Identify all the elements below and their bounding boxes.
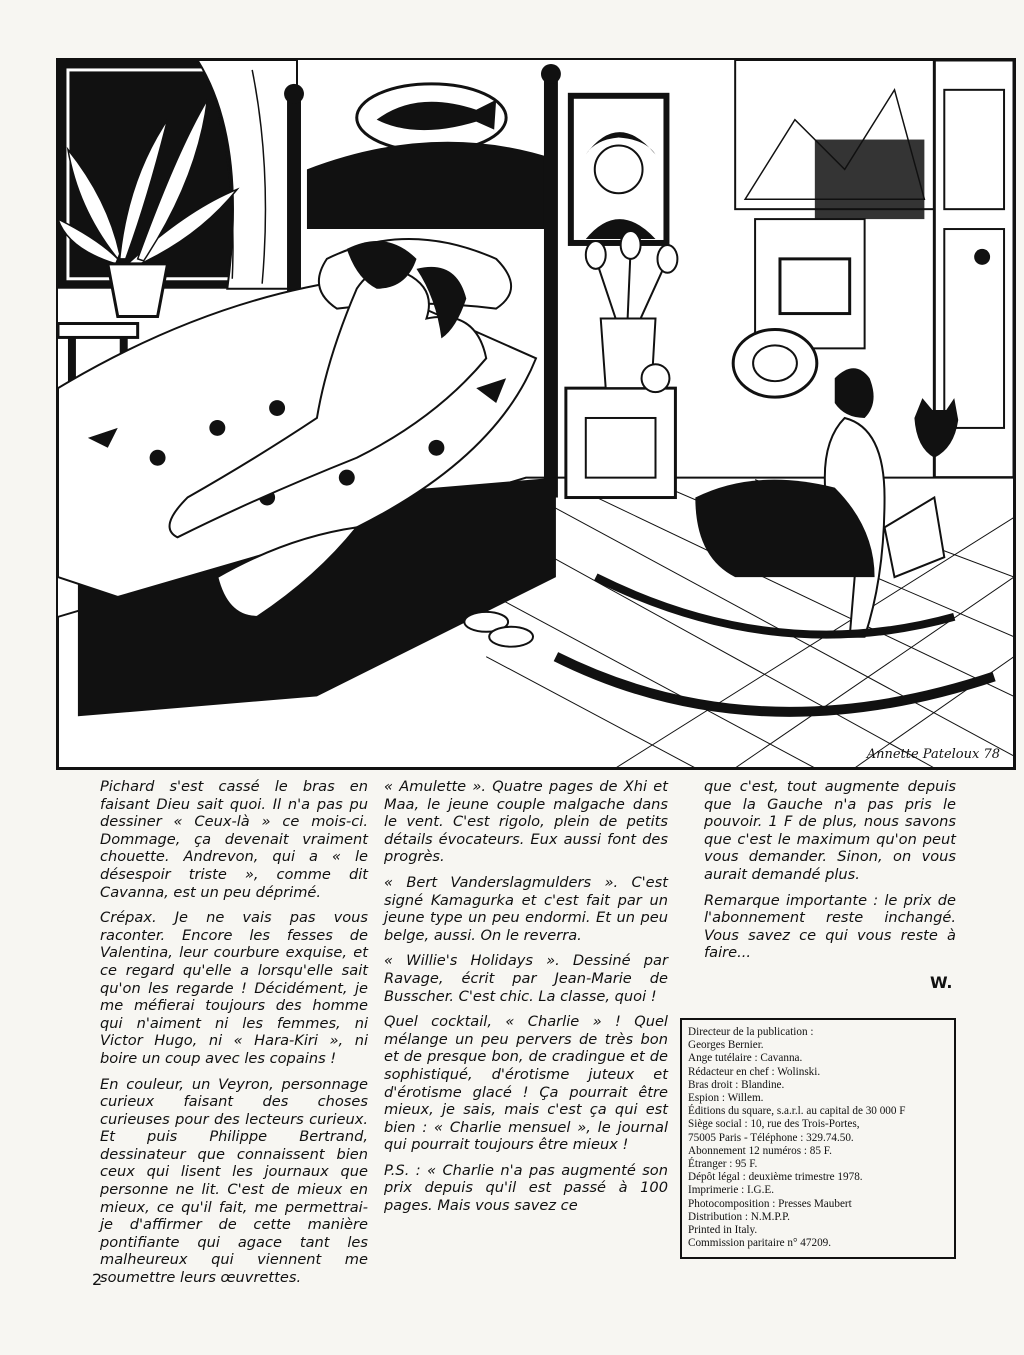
imprint-line: Étranger : 95 F. (688, 1158, 758, 1171)
imprint-line: Commission paritaire n° 47209. (688, 1237, 832, 1250)
imprint-line: Georges Bernier. (688, 1039, 764, 1052)
paragraph: « Willie's Holidays ». Dessiné par Ravage, écrit par Jean-Marie de Busscher. C'est chic. La classe, quoi ! (384, 952, 668, 1005)
imprint-line: Abonnement 12 numéros : 85 F. (688, 1144, 832, 1157)
paragraph: P.S. : « Charlie n'a pas augmenté son prix depuis qu'il est passé à 100 pages. Mais vous savez ce (384, 1161, 668, 1215)
paragraph: Remarque importante : le prix de l'abonnement reste inchangé. Vous savez ce qui vous reste à faire... (704, 891, 956, 962)
imprint-line: Printed in Italy. (688, 1224, 758, 1237)
paragraph: « Bert Vanderslagmulders ». C'est signé Kamagurka et c'est fait par un jeune type un peu endormi. Et un peu belge, aussi. On le reverra. (384, 873, 668, 944)
imprint-line: Rédacteur en chef : Wolinski. (688, 1065, 821, 1078)
paragraph: Quel cocktail, « Charlie » ! Quel mélange un peu pervers de très bon et de presque bon, de cradingue et de sophistiqué, d'érotisme juteux et d'érotisme glacé ! Ça pourrait être mieux, je sais, mais c'est ça qui est bien : « Charlie mensuel », le journal qui pourrait toujours être mieux ! (384, 1013, 668, 1154)
artist-signature: Annette Pateloux 78 (866, 747, 1000, 762)
imprint-line: Siège social : 10, rue des Trois-Portes, (688, 1118, 860, 1131)
imprint-line: Bras droit : Blandine. (688, 1078, 785, 1091)
paragraph: En couleur, un Veyron, personnage curieux faisant des choses curieuses pour des lecteurs curieux. Et puis Philippe Bertrand, dessinateur que connaissent bien ceux qui lisent les journaux que personne ne lit. C'est de mieux en mieux, ce qu'il fait, me permettrai-je d'affirmer de cette manière pontifiante qui agace tant les malheureux qui viennent me soumettre leurs œuvrettes. (100, 1075, 368, 1287)
author-signoff: W. (930, 973, 953, 992)
illustration-drawing (58, 60, 1014, 768)
imprint-line: Éditions du square, s.a.r.l. au capital de 30 000 F (688, 1105, 906, 1118)
paragraph: que c'est, tout augmente depuis que la Gauche n'a pas pris le pouvoir. 1 F de plus, nous savons que c'est le maximum qu'on peut vous demander. Sinon, on vous aurait demandé plus. (704, 778, 956, 883)
flower-pot (108, 264, 168, 317)
paragraph: Pichard s'est cassé le bras en faisant Dieu sait quoi. Il n'a pas pu dessiner « Ceux-là » ce mois-ci. Dommage, ça devenait vraiment chouette. Andrevon, qui a « le désespoir triste », comme dit Cavanna, est un peu déprimé. (100, 778, 368, 901)
imprint-line: Ange tutélaire : Cavanna. (688, 1052, 803, 1065)
imprint-line: Dépôt légal : deuxième trimestre 1978. (688, 1171, 863, 1184)
fruit (642, 364, 670, 392)
bedpost-right (544, 80, 558, 498)
imprint-line: Photocomposition : Presses Maubert (688, 1197, 852, 1210)
article-column-2 (384, 778, 668, 1223)
bedroom-illustration (56, 58, 1016, 770)
imprint-line: 75005 Paris - Téléphone : 329.74.50. (688, 1131, 854, 1144)
page-number: 2 (92, 1270, 103, 1289)
imprint-line: Distribution : N.M.P.P. (688, 1210, 790, 1223)
imprint-line: Directeur de la publication : (688, 1026, 814, 1038)
plant-stand (58, 324, 138, 338)
article-column-1 (100, 778, 368, 1295)
paragraph: « Amulette ». Quatre pages de Xhi et Maa, le jeune couple malgache dans le vent. C'est rigolo, plein de petits détails évocateurs. Eux aussi font des progrès. (384, 778, 668, 866)
slipper (489, 627, 533, 647)
straw-hat (733, 329, 817, 397)
imprint-line: Espion : Willem. (688, 1092, 764, 1105)
imprint-line: Imprimerie : I.G.E. (688, 1184, 775, 1197)
article-column-3 (704, 778, 956, 970)
paragraph: Crépax. Je ne vais pas vous raconter. Encore les fesses de Valentina, leur courbure exquise, et ce regard qu'elle a lorsqu'elle sait qu'on les regarde ! Décidément, je me méfierai toujours des homme qui n'aiment ni les femmes, ni Victor Hugo, ni « Hara-Kiri », ni boire un coup avec les copains ! (100, 909, 368, 1067)
imprint-box (680, 1018, 956, 1259)
nightstand (566, 388, 676, 497)
